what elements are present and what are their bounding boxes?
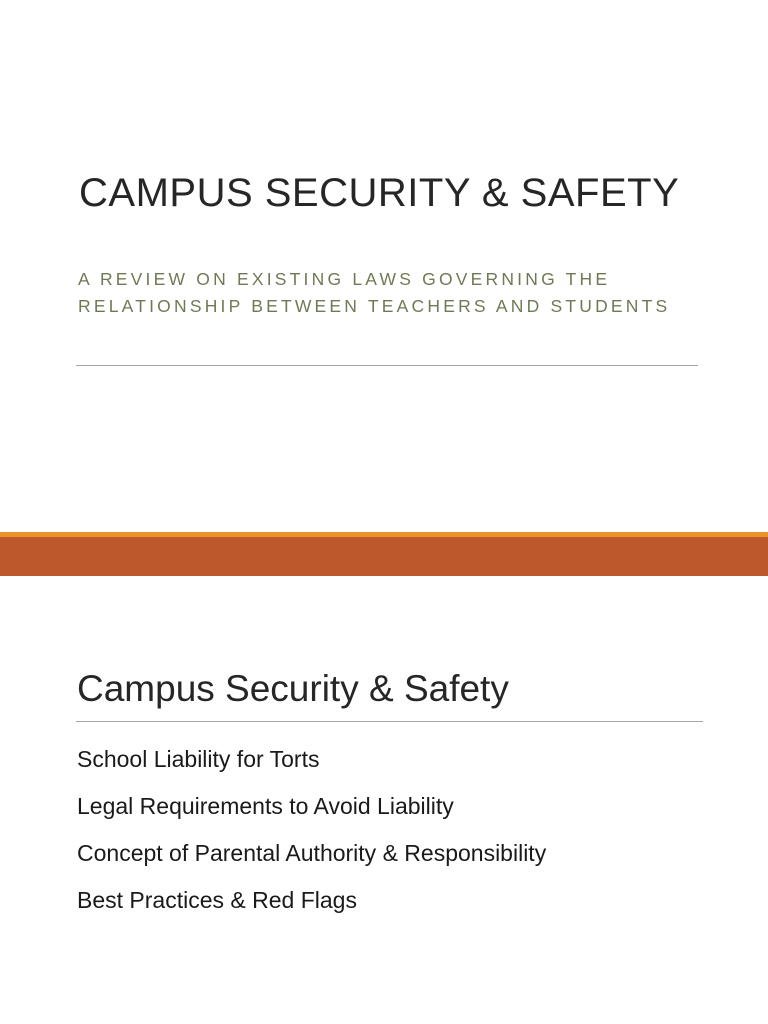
heading-underline [76,721,703,722]
slide-divider-band [0,532,768,576]
slide-heading: Campus Security & Safety [77,668,509,709]
list-item: Concept of Parental Authority & Responsibility [77,840,547,866]
slide-title: CAMPUS SECURITY & SAFETY [79,171,680,215]
divider-fill-stripe [0,537,768,576]
list-item: Legal Requirements to Avoid Liability [77,793,454,819]
topic-list [77,736,546,924]
title-underline [76,365,698,366]
list-item: Best Practices & Red Flags [77,887,357,913]
content-slide [0,576,768,1024]
list-item: School Liability for Torts [77,746,320,772]
slide-subtitle: A REVIEW ON EXISTING LAWS GOVERNING THE RELATIONSHIP BETWEEN TEACHERS AND STUDENTS [78,269,671,316]
